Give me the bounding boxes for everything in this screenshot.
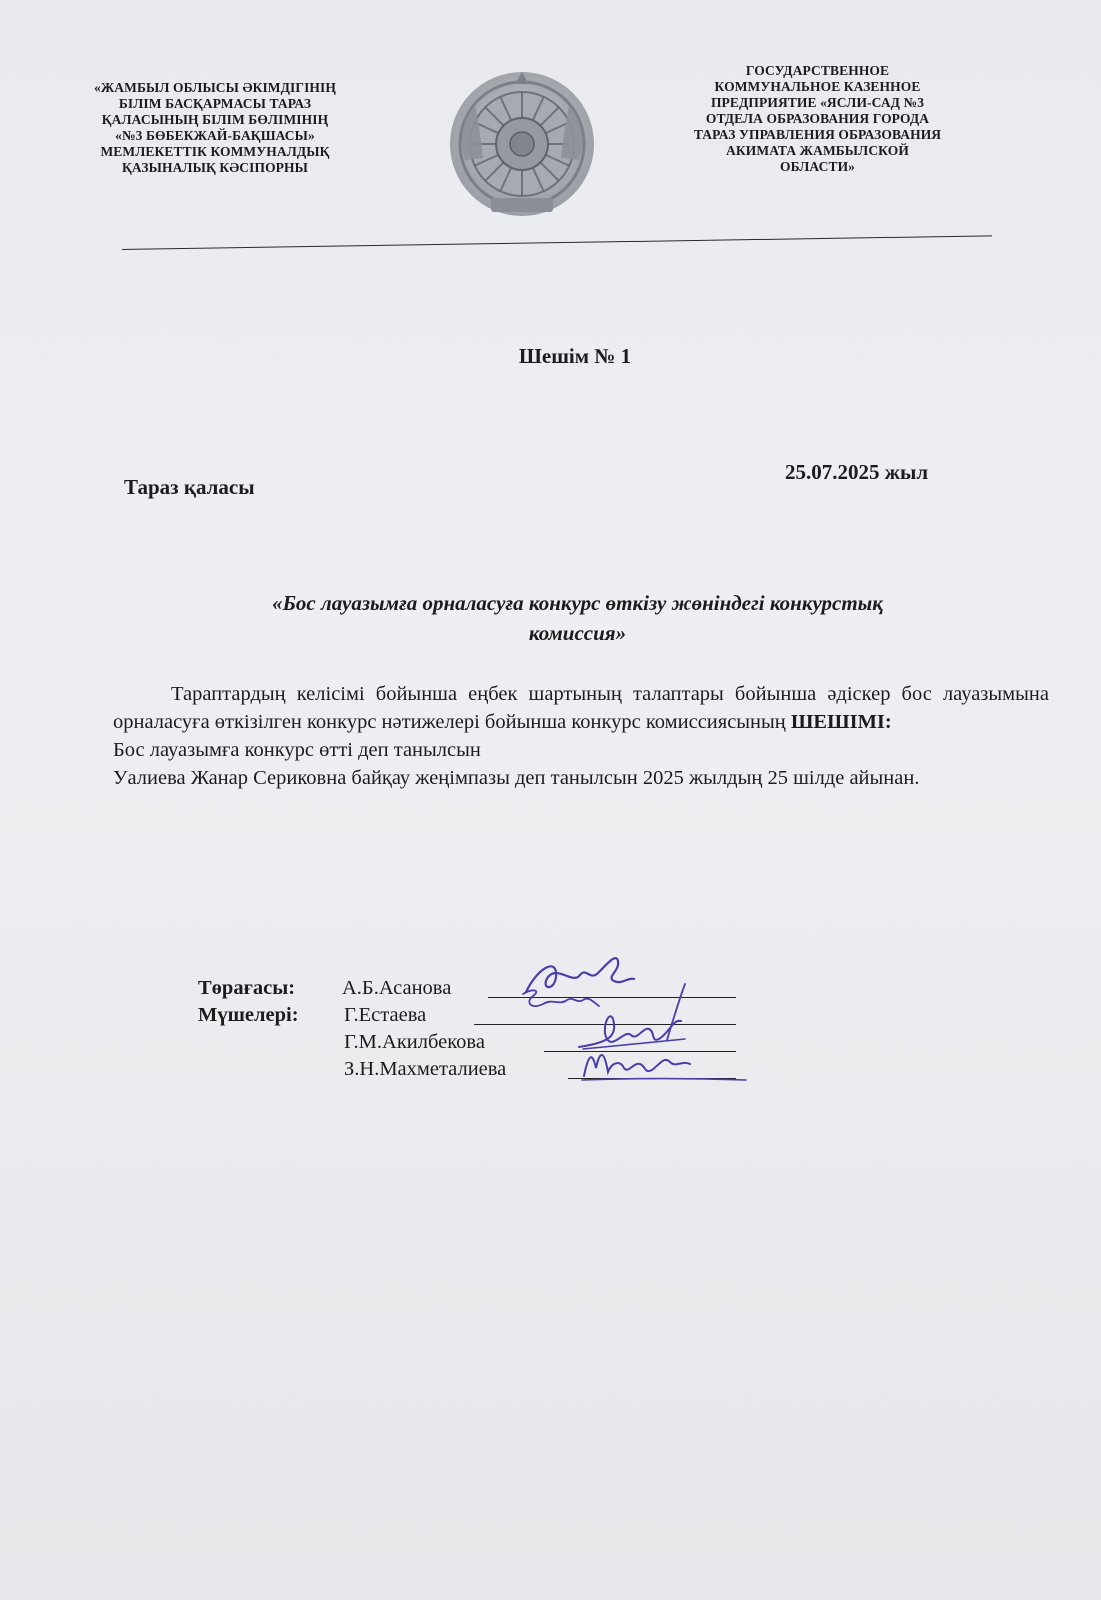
header-left-line: «№3 БӨБЕКЖАЙ-БАҚШАСЫ» xyxy=(115,128,315,143)
header-left-line: ҚАЛАСЫНЫҢ БІЛІМ БӨЛІМІНІҢ xyxy=(101,112,329,127)
subject-line: «Бос лауазымға орналасуға конкурс өткізу жөніндегі конкурстық xyxy=(272,591,883,615)
header-right-line: АКИМАТА ЖАМБЫЛСКОЙ xyxy=(726,143,909,158)
decision-line: Бос лауазымға конкурс өтті деп танылсын xyxy=(113,739,481,761)
header-right-org-name xyxy=(645,63,990,175)
decision-heading: ШЕШІМІ: xyxy=(790,711,892,733)
chair-label: Төрағасы: xyxy=(198,977,296,999)
header-right-line: ОТДЕЛА ОБРАЗОВАНИЯ ГОРОДА xyxy=(705,111,930,126)
header-divider xyxy=(122,235,992,250)
state-emblem-icon xyxy=(445,70,600,225)
document-city: Тараз қаласы xyxy=(124,475,255,499)
paragraph-text: Тараптардың келісімі бойынша еңбек шартының талаптары бойынша әдіскер бос лауазымына орналасуға өткізілген конкурс нәтижелері бойынша конкурс комиссиясының xyxy=(113,683,1049,733)
header-right-line: ОБЛАСТИ» xyxy=(779,159,856,174)
decision-line: Уалиева Жанар Сериковна байқау жеңімпазы деп танылсын 2025 жылдың 25 шілде айынан. xyxy=(113,767,920,789)
member-name: З.Н.Махметалиева xyxy=(344,1058,507,1080)
member-name: Г.М.Акилбекова xyxy=(344,1031,485,1053)
handwritten-signature-icon xyxy=(578,1042,748,1086)
chair-name: А.Б.Асанова xyxy=(342,977,452,999)
document-date: 25.07.2025 жыл xyxy=(785,460,929,484)
header-left-line: ҚАЗЫНАЛЫҚ КӘСІПОРНЫ xyxy=(122,160,308,175)
signature-row-member xyxy=(198,1056,758,1083)
header-right-line: ГОСУДАРСТВЕННОЕ xyxy=(745,63,890,78)
header-left-line: «ЖАМБЫЛ ОБЛЫСЫ ӘКІМДІГІНІҢ xyxy=(94,80,336,95)
signature-block xyxy=(198,975,758,1083)
document-subject xyxy=(160,588,995,648)
member-name: Г.Естаева xyxy=(344,1004,427,1026)
header-right-line: КОММУНАЛЬНОЕ КАЗЕННОЕ xyxy=(714,79,921,94)
document-body xyxy=(113,680,1049,792)
header-left-org-name xyxy=(60,80,370,176)
document-title: Шешім № 1 xyxy=(518,344,632,368)
header-left-line: МЕМЛЕКЕТТІК КОММУНАЛДЫҚ xyxy=(100,144,330,159)
body-paragraph xyxy=(113,680,1049,736)
header-left-line: БІЛІМ БАСҚАРМАСЫ ТАРАЗ xyxy=(118,96,312,111)
header-right-line: ПРЕДПРИЯТИЕ «ЯСЛИ-САД №3 xyxy=(710,95,925,110)
subject-line: комиссия» xyxy=(528,621,627,645)
header-right-line: ТАРАЗ УПРАВЛЕНИЯ ОБРАЗОВАНИЯ xyxy=(693,127,942,142)
members-label: Мүшелері: xyxy=(198,1004,299,1026)
